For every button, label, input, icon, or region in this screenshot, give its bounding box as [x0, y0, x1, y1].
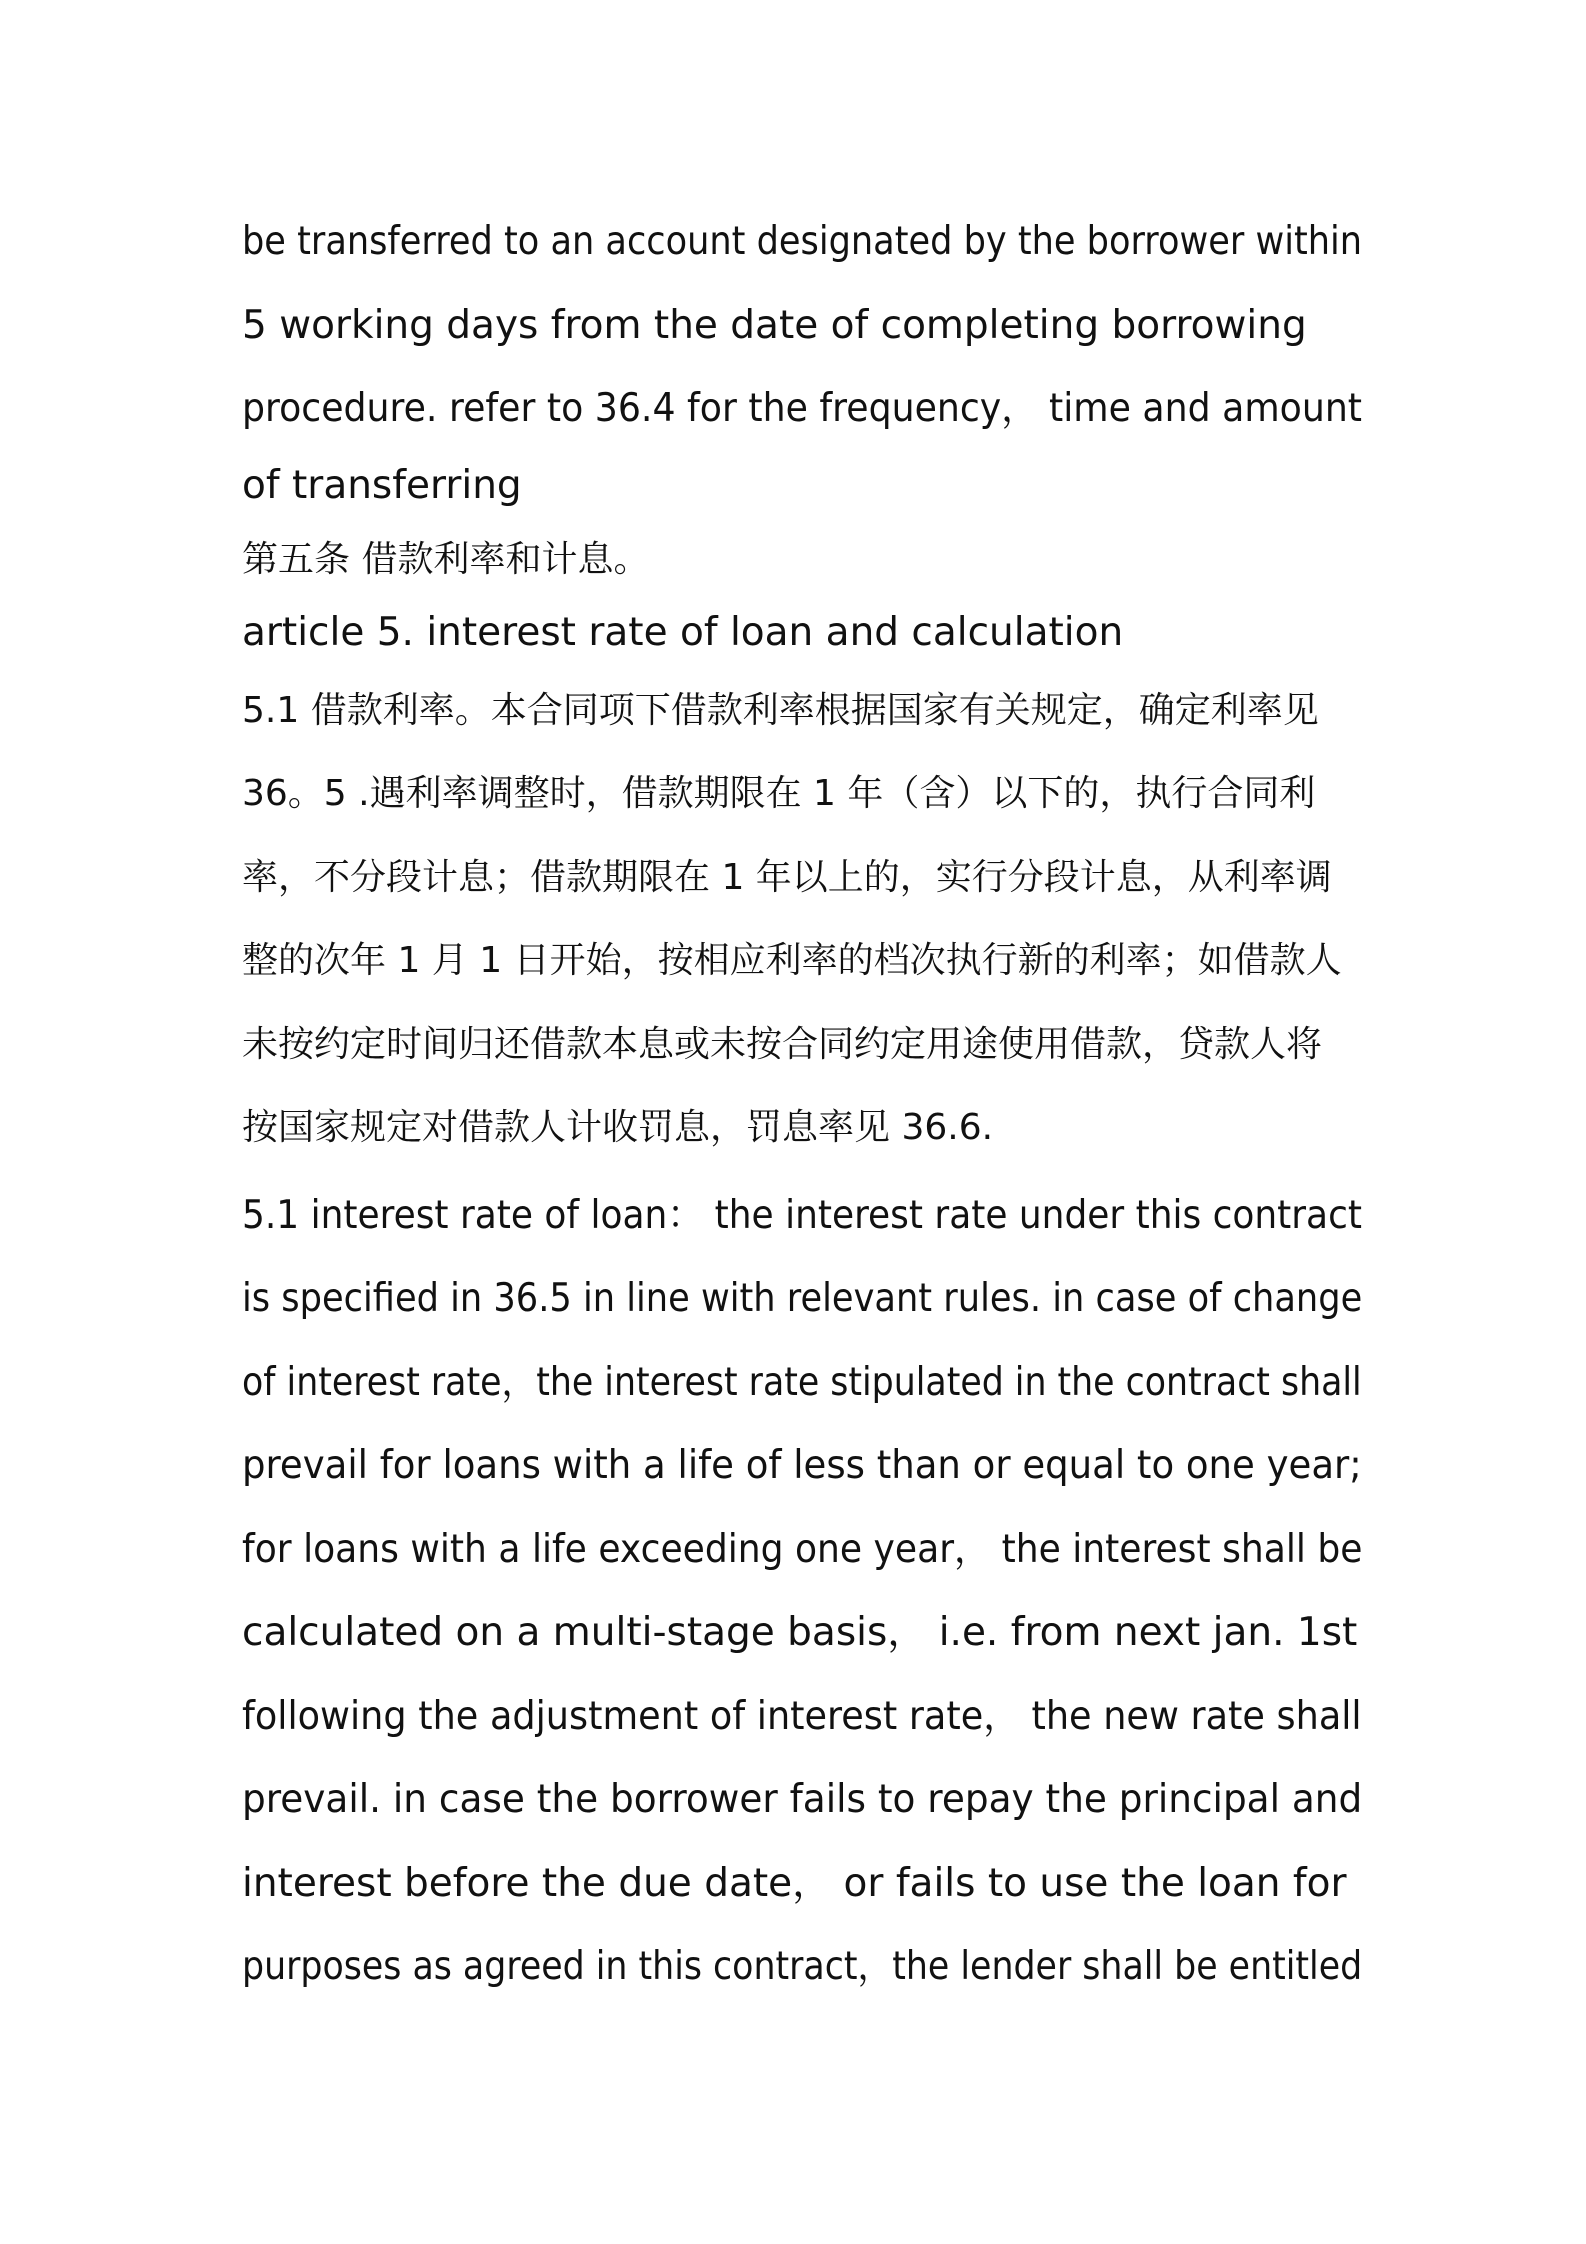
document-body [242, 200, 1362, 2009]
article-heading-zh: 第五条 借款利率和计息。 [242, 538, 650, 580]
text-line: 未按约定时间归还借款本息或未按合同约定用途使用借款，贷款人将 [242, 1023, 1323, 1065]
paragraph-transfer [242, 200, 1362, 521]
text-line: 5.1 借款利率。本合同项下借款利率根据国家有关规定，确定利率见 [242, 689, 1319, 731]
text-line: interest before the due date， or fails to use the loan for [242, 1860, 1347, 1906]
text-line: procedure. refer to 36.4 for the frequency， time and amount [242, 386, 1363, 431]
paragraph-interest-zh [242, 669, 1362, 1170]
text-line: 率，不分段计息；借款期限在 1 年以上的，实行分段计息，从利率调 [242, 856, 1332, 898]
paragraph-interest-en [242, 1174, 1362, 2009]
text-line: 5 working days from the date of completing borrowing [242, 302, 1307, 348]
text-line: 按国家规定对借款人计收罚息，罚息率见 36.6. [242, 1107, 994, 1148]
text-line: is specified in 36.5 in line with relevant rules. in case of change [242, 1276, 1363, 1321]
text-line: prevail. in case the borrower fails to repay the principal and [242, 1777, 1363, 1822]
article-heading-en: article 5. interest rate of loan and calculation [242, 609, 1124, 655]
text-line: prevail for loans with a life of less than or equal to one year; [242, 1443, 1362, 1488]
text-line: purposes as agreed in this contract，the lender shall be entitled [242, 1944, 1363, 1989]
text-line: for loans with a life exceeding one year， the interest shall be [242, 1526, 1363, 1572]
text-line: of transferring [242, 462, 522, 508]
text-line: of interest rate，the interest rate stipulated in the contract shall [242, 1359, 1362, 1405]
text-line: 5.1 interest rate of loan： the interest rate under this contract [242, 1192, 1362, 1238]
text-line: calculated on a multi-stage basis， i.e. from next jan. 1st [242, 1610, 1358, 1655]
text-line: 36。5 .遇利率调整时，借款期限在 1 年（含）以下的，执行合同利 [242, 773, 1316, 814]
text-line: 整的次年 1 月 1 日开始，按相应利率的档次执行新的利率；如借款人 [242, 940, 1342, 981]
text-line: be transferred to an account designated by the borrower within [242, 219, 1363, 264]
text-line: following the adjustment of interest rate， the new rate shall [242, 1693, 1362, 1739]
